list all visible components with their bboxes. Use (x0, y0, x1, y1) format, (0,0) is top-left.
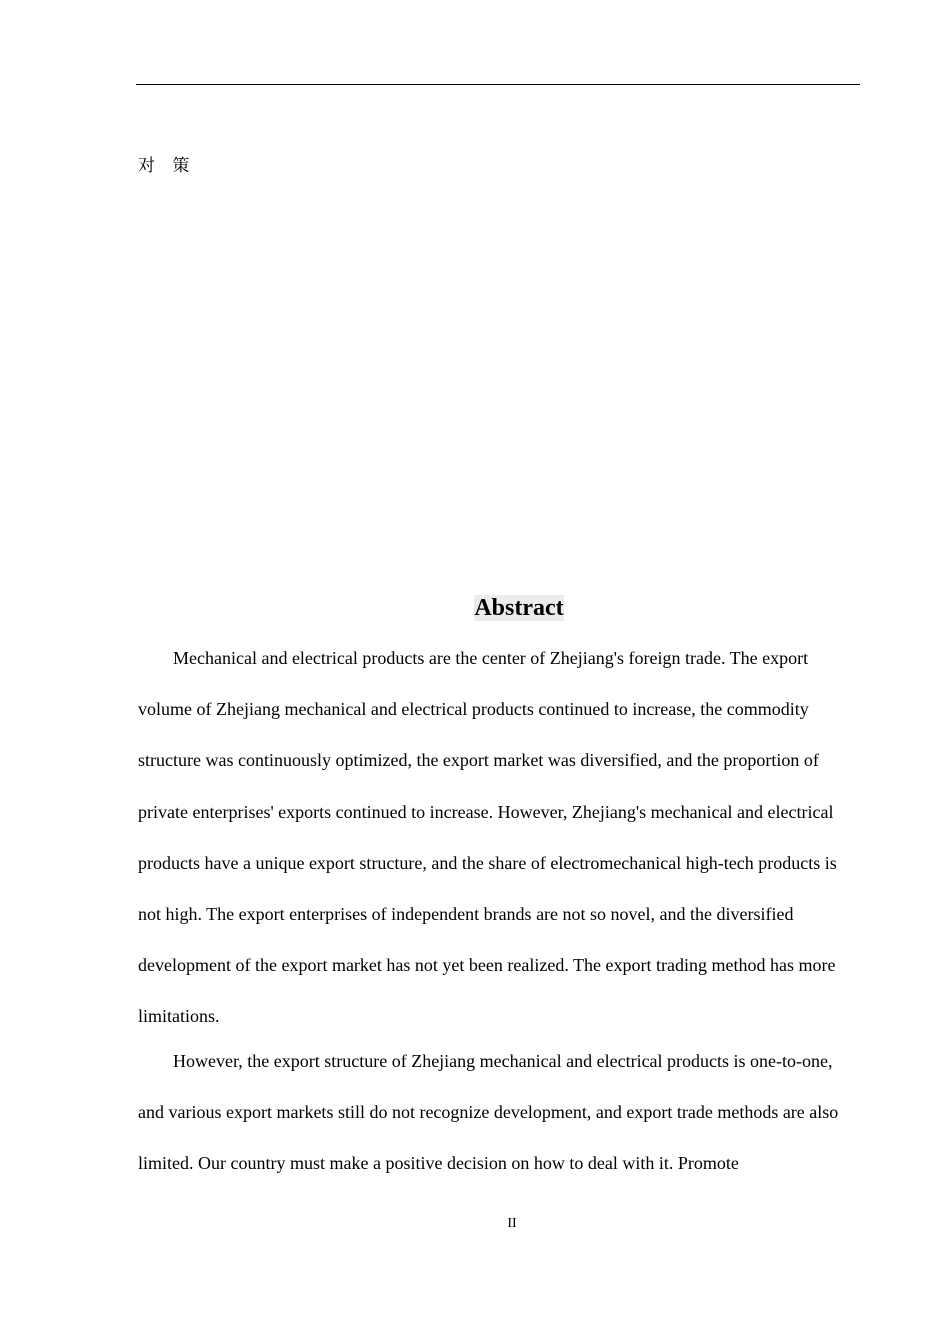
keywords-fragment: 对 策 (138, 156, 192, 176)
abstract-body (138, 633, 860, 1189)
page-number: II (507, 1216, 517, 1231)
header-rule (136, 84, 860, 85)
abstract-title (0, 595, 950, 622)
abstract-paragraph-1: Mechanical and electrical products are the center of Zhejiang's foreign trade. The export volume of Zhejiang mechanical and electrical products continued to increase, the commodity structure was continuously optimized, the export market was diversified, and the proportion of private enterprises' exports continued to increase. However, Zhejiang's mechanical and electrical products have a unique export structure, and the share of electromechanical high-tech products is not high. The export enterprises of independent brands are not so novel, and the diversified development of the export market has not yet been realized. The export trading method has more limitations. (138, 648, 837, 1027)
abstract-title-text: Abstract (474, 595, 564, 621)
abstract-paragraph-2: However, the export structure of Zhejiang mechanical and electrical products is one-to-one, and various export markets still do not recognize development, and export trade methods are also limited. Our country must make a positive decision on how to deal with it. Promote (138, 1050, 839, 1174)
